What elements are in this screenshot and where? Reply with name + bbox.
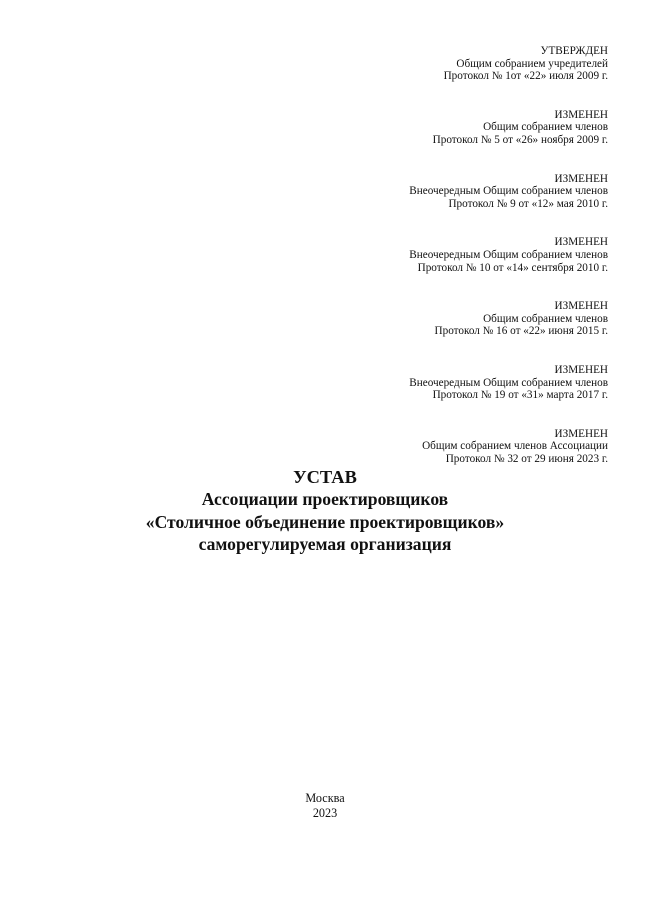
document-footer	[0, 791, 650, 821]
approval-status: ИЗМЕНЕН	[554, 300, 608, 313]
approval-body: Общим собранием членов	[483, 312, 608, 325]
title-line-charter: УСТАВ	[293, 467, 357, 487]
approval-status: ИЗМЕНЕН	[554, 236, 608, 249]
approval-body: Внеочередным Общим собранием членов	[409, 185, 608, 198]
approval-stamps	[308, 45, 608, 465]
footer-city: Москва	[305, 791, 345, 805]
approval-block-5	[308, 300, 608, 338]
approval-protocol: Протокол № 1от «22» июля 2009 г.	[443, 70, 608, 83]
title-line-association: Ассоциации проектировщиков	[201, 489, 449, 510]
approval-block-7	[308, 428, 608, 466]
title-line-org-type: саморегулируемая организация	[198, 534, 452, 555]
approval-body: Общим собранием членов	[483, 121, 608, 134]
approval-block-1	[308, 45, 608, 83]
approval-status: ИЗМЕНЕН	[554, 108, 608, 121]
document-title	[0, 466, 650, 556]
approval-status: ИЗМЕНЕН	[554, 363, 608, 376]
approval-body: Внеочередным Общим собранием членов	[409, 248, 608, 261]
title-line-org-name: «Столичное объединение проектировщиков»	[145, 511, 505, 532]
approval-protocol: Протокол № 9 от «12» мая 2010 г.	[448, 197, 608, 210]
approval-protocol: Протокол № 10 от «14» сентября 2010 г.	[417, 261, 608, 274]
approval-status: ИЗМЕНЕН	[554, 427, 608, 440]
approval-block-2	[308, 109, 608, 147]
approval-block-4	[308, 236, 608, 274]
approval-block-3	[308, 173, 608, 211]
approval-block-6	[308, 364, 608, 402]
approval-protocol: Протокол № 5 от «26» ноября 2009 г.	[432, 133, 608, 146]
approval-status: ИЗМЕНЕН	[554, 172, 608, 185]
approval-protocol: Протокол № 16 от «22» июня 2015 г.	[434, 325, 608, 338]
approval-status: УТВЕРЖДЕН	[540, 45, 608, 57]
footer-year: 2023	[312, 806, 338, 820]
approval-body: Общим собранием членов Ассоциации	[422, 440, 608, 453]
approval-body: Внеочередным Общим собранием членов	[409, 376, 608, 389]
approval-protocol: Протокол № 19 от «31» марта 2017 г.	[432, 389, 608, 402]
approval-protocol: Протокол № 32 от 29 июня 2023 г.	[445, 452, 608, 465]
approval-body: Общим собранием учредителей	[456, 57, 608, 70]
